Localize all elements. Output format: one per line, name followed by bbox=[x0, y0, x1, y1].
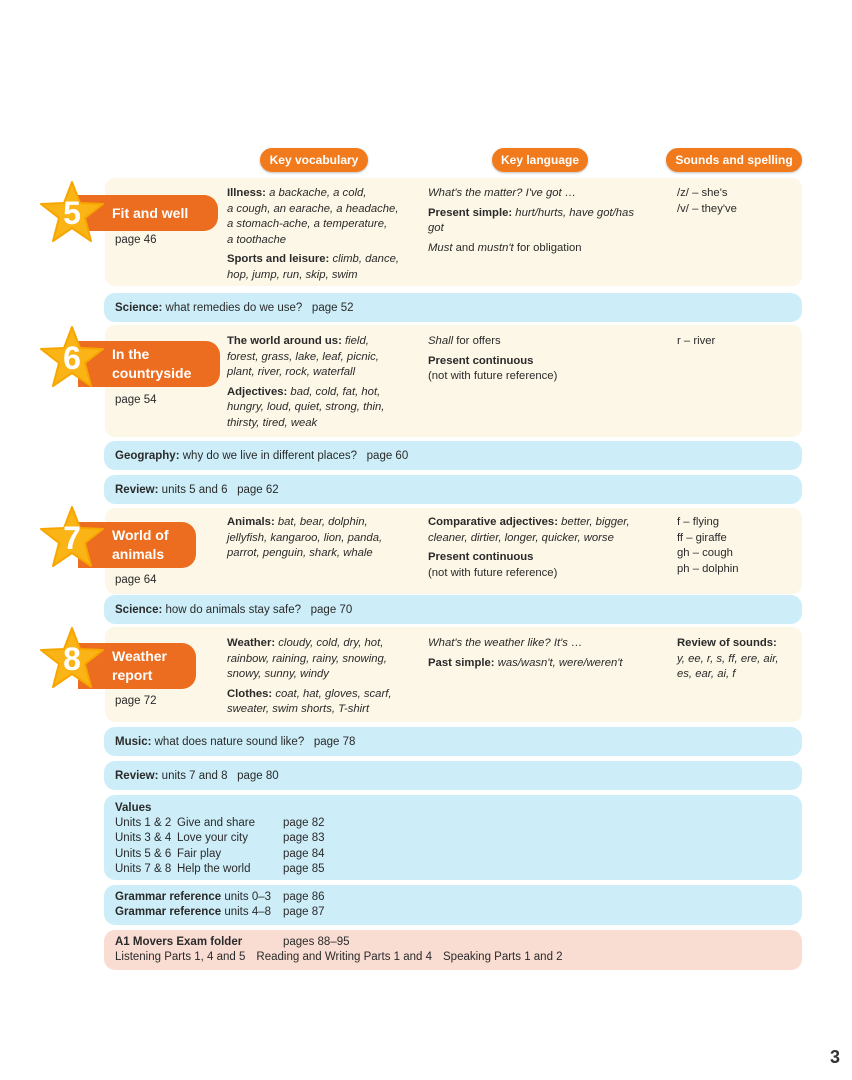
band-science-5: Science: what remedies do we use? page 52 bbox=[104, 293, 802, 322]
unit-8-sounds: Review of sounds: y, ee, r, s, ff, ere, air, es, ear, ai, f bbox=[677, 637, 779, 680]
unit-8-language: What's the weather like? It's … Past simple: was/wasn't, were/weren't bbox=[428, 637, 623, 669]
band-grammar bbox=[104, 885, 802, 925]
values-table bbox=[115, 816, 325, 877]
unit-7-title: World of animals bbox=[78, 522, 196, 568]
band-geography-6: Geography: why do we live in different places? page 60 bbox=[104, 441, 802, 470]
unit-6-sounds: r – river bbox=[677, 335, 716, 347]
page-number: 3 bbox=[829, 1047, 840, 1067]
exam-folder-label: A1 Movers Exam folder bbox=[115, 936, 243, 948]
exam-part: Speaking Parts 1 and 2 bbox=[443, 951, 563, 964]
band-exam-folder bbox=[104, 930, 802, 970]
values-row: Units 1 & 2 Give and share page 82 bbox=[115, 817, 325, 829]
unit-5-star-icon bbox=[40, 180, 104, 244]
unit-5-page: page 46 bbox=[115, 234, 157, 246]
unit-5-number: 5 bbox=[63, 194, 81, 231]
key-vocabulary-header: Key vocabulary bbox=[260, 148, 368, 172]
unit-5-vocabulary: Illness: a backache, a cold, a cough, an earache, a headache, a stomach-ache, a temperature, a toothache Sports and leisure: climb, dance, hop, jump, run, skip, swim bbox=[227, 187, 400, 281]
unit-5-language: What's the matter? I've got … Present simple: hurt/hurts, have got/has got Must and mustn't for obligation bbox=[428, 187, 634, 254]
band-values bbox=[104, 795, 802, 880]
sounds-spelling-header: Sounds and spelling bbox=[666, 148, 802, 172]
unit-5-sounds: /z/ – she's /v/ – they've bbox=[677, 187, 737, 215]
grammar-row: Grammar reference units 4–8 page 87 bbox=[115, 906, 325, 919]
values-heading: Values bbox=[115, 802, 152, 814]
unit-8-vocabulary: Weather: cloudy, cold, dry, hot, rainbow, raining, rainy, snowing, snowy, sunny, windy Clothes: coat, hat, gloves, scarf, sweater, swim shorts, T-shirt bbox=[227, 637, 392, 715]
band-review-5-6: Review: units 5 and 6 page 62 bbox=[104, 475, 802, 504]
band-science-7: Science: how do animals stay safe? page 70 bbox=[104, 595, 802, 624]
values-row: Units 3 & 4 Love your city page 83 bbox=[115, 832, 325, 845]
unit-7-number: 7 bbox=[63, 519, 81, 556]
exam-folder-pages: pages 88–95 bbox=[283, 936, 350, 948]
exam-part: Reading and Writing Parts 1 and 4 bbox=[256, 951, 433, 964]
unit-5-title: Fit and well bbox=[78, 195, 218, 231]
unit-6-page: page 54 bbox=[115, 394, 157, 406]
unit-7-vocabulary: Animals: bat, bear, dolphin, jellyfish, kangaroo, lion, panda, parrot, penguin, shark, whale bbox=[227, 516, 383, 559]
unit-8-star-icon bbox=[40, 626, 104, 690]
unit-7-star-icon bbox=[40, 505, 104, 569]
unit-8-title: Weather report bbox=[78, 643, 196, 689]
grammar-row: Grammar reference units 0–3 page 86 bbox=[115, 891, 325, 903]
unit-6-number: 6 bbox=[63, 339, 81, 376]
unit-7-page: page 64 bbox=[115, 574, 157, 586]
values-row: Units 5 & 6 Fair play page 84 bbox=[115, 847, 325, 860]
unit-7-language: Comparative adjectives: better, bigger, cleaner, dirtier, longer, quicker, worse Present continuous (not with future reference) bbox=[428, 516, 630, 579]
unit-6-title: In the countryside bbox=[78, 341, 220, 387]
unit-6-vocabulary: The world around us: field, forest, grass, lake, leaf, picnic, plant, river, rock, waterfall Adjectives: bad, cold, fat, hot, hungry, loud, quiet, strong, thin, thirsty, tired, weak bbox=[227, 335, 385, 429]
key-language-header: Key language bbox=[492, 148, 588, 172]
values-row: Units 7 & 8 Help the world page 85 bbox=[115, 862, 325, 875]
exam-part: Listening Parts 1, 4 and 5 bbox=[115, 951, 246, 964]
unit-6-star-icon bbox=[40, 325, 104, 389]
unit-8-page: page 72 bbox=[115, 695, 157, 707]
unit-6-language: Shall for offers Present continuous (not with future reference) bbox=[428, 335, 558, 382]
unit-7-sounds: f – flying ff – giraffe gh – cough ph – dolphin bbox=[677, 516, 739, 575]
grammar-table bbox=[115, 890, 325, 921]
band-music-8: Music: what does nature sound like? page 78 bbox=[104, 727, 802, 756]
band-review-7-8: Review: units 7 and 8 page 80 bbox=[104, 761, 802, 790]
unit-8-number: 8 bbox=[63, 640, 81, 677]
